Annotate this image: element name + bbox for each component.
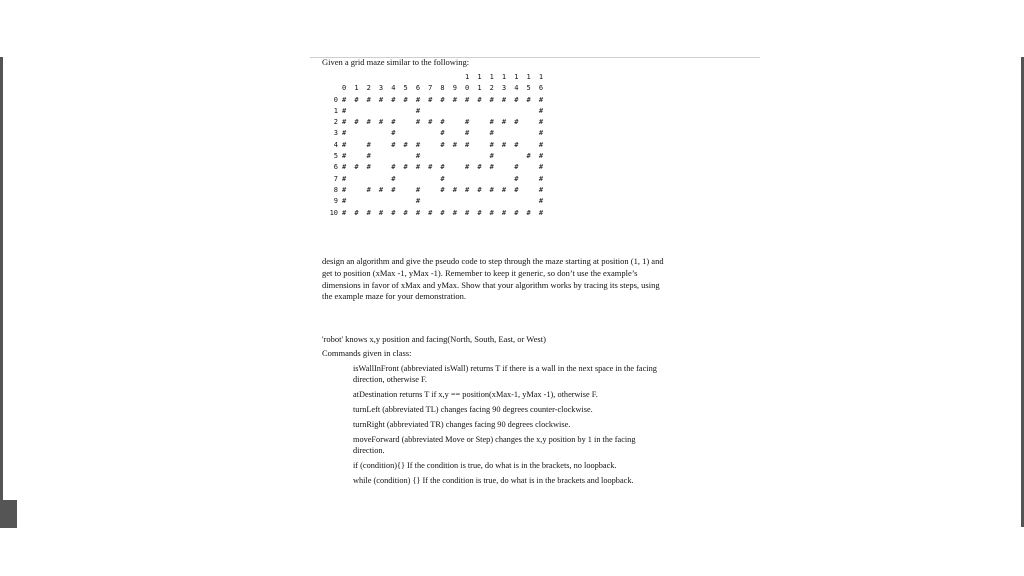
maze-cell: #	[415, 152, 421, 161]
maze-cell: #	[354, 208, 359, 217]
maze-cell: #	[403, 163, 408, 172]
maze-cell: #	[428, 163, 433, 172]
maze-cell: 2	[489, 84, 494, 93]
maze-cell: #	[342, 106, 347, 115]
maze-cell: 6	[415, 84, 421, 93]
maze-row-label: 7	[333, 174, 338, 183]
maze-cell: #	[538, 163, 544, 172]
maze-cell: #	[415, 208, 421, 217]
maze-cell: #	[452, 185, 457, 194]
maze-grid	[329, 72, 578, 219]
maze-row	[333, 128, 578, 139]
maze-cell: #	[489, 95, 494, 104]
maze-cell: #	[415, 106, 421, 115]
maze-cell: 1	[514, 73, 519, 81]
maze-cell: #	[403, 95, 408, 104]
maze-row-label: 10	[329, 208, 338, 217]
maze-cell: #	[538, 106, 544, 115]
maze-cell: #	[501, 140, 507, 149]
left-edge-tab	[0, 500, 17, 528]
maze-cell: #	[514, 185, 519, 194]
maze-row	[333, 106, 578, 117]
maze-cell: #	[366, 118, 371, 127]
maze-row	[333, 185, 578, 196]
document-body	[322, 57, 672, 69]
maze-cell: 5	[526, 84, 531, 93]
maze-cell: #	[378, 118, 384, 127]
maze-cell: #	[489, 152, 494, 161]
maze-cell: #	[440, 129, 445, 138]
maze-cell: #	[514, 174, 519, 183]
maze-cell: #	[342, 140, 347, 149]
maze-cell: #	[489, 163, 494, 172]
maze-cell: #	[489, 118, 494, 127]
maze-cell: #	[538, 118, 544, 127]
maze-cell: #	[538, 140, 544, 149]
maze-cell: 2	[366, 84, 371, 93]
maze-cell: #	[501, 95, 507, 104]
maze-row-label: 9	[333, 197, 338, 206]
maze-cell: #	[452, 95, 457, 104]
maze-cell: #	[342, 163, 347, 172]
maze-cell: #	[538, 95, 544, 104]
maze-cell: #	[489, 140, 494, 149]
maze-cell: #	[526, 95, 531, 104]
maze-cell: 1	[489, 73, 494, 81]
maze-cell: #	[391, 208, 396, 217]
maze-cell: #	[366, 208, 371, 217]
maze-cell: #	[428, 95, 433, 104]
maze-cell: #	[391, 129, 396, 138]
maze-cell: #	[514, 95, 519, 104]
maze-cell: #	[415, 185, 421, 194]
maze-cell: #	[501, 118, 507, 127]
maze-cell: #	[538, 129, 544, 138]
maze-cell: #	[403, 140, 408, 149]
robot-description: 'robot' knows x,y position and facing(North, South, East, or West)	[322, 334, 546, 344]
maze-cell: #	[342, 95, 347, 104]
maze-cell: 6	[538, 84, 544, 93]
maze-header-tens	[338, 72, 578, 83]
left-window-edge	[0, 57, 3, 527]
maze-cell: #	[538, 152, 544, 161]
command-item: while (condition) {} If the condition is true, do what is in the brackets and loopback.	[353, 475, 634, 485]
maze-row	[333, 140, 578, 151]
maze-cell: #	[415, 118, 421, 127]
maze-row	[333, 174, 578, 185]
maze-cell: #	[452, 208, 457, 217]
maze-cell: #	[538, 185, 544, 194]
maze-cell: 1	[354, 84, 359, 93]
maze-cell: #	[415, 95, 421, 104]
maze-cell: #	[403, 208, 408, 217]
maze-row-label: 4	[333, 140, 338, 149]
maze-cell: 9	[452, 84, 457, 93]
maze-cell: #	[440, 163, 445, 172]
task-paragraph: design an algorithm and give the pseudo code to step through the maze starting at position (1, 1) and get to position (xMax -1, yMax -1). Remember to keep it generic, so don’t use the example’s dimensions in favor of xMax and yMax. Show that your algorithm works by tracing its steps, using the example maze for your demonstration.	[322, 256, 664, 302]
maze-cell: #	[428, 208, 433, 217]
maze-row	[329, 208, 578, 219]
maze-cell: 3	[501, 84, 507, 93]
maze-cell: #	[465, 163, 470, 172]
maze-cell: #	[342, 129, 347, 138]
maze-cell: #	[378, 208, 384, 217]
maze-cell: #	[354, 163, 359, 172]
maze-cell: #	[440, 185, 445, 194]
maze-cell: #	[489, 208, 494, 217]
maze-cell: #	[366, 152, 371, 161]
maze-row-label: 3	[333, 129, 338, 138]
maze-cell: 0	[465, 84, 470, 93]
maze-cell: #	[415, 140, 421, 149]
maze-cell: #	[354, 95, 359, 104]
maze-cell: #	[366, 163, 371, 172]
maze-cell: #	[391, 185, 396, 194]
command-item: if (condition){} If the condition is true, do what is in the brackets, no loopback.	[353, 460, 617, 470]
maze-cell: #	[514, 118, 519, 127]
maze-cell: #	[477, 95, 482, 104]
maze-row-label: 1	[333, 106, 338, 115]
maze-cell: 4	[514, 84, 519, 93]
maze-cell: 5	[403, 84, 408, 93]
maze-cell: #	[391, 140, 396, 149]
maze-cell: 1	[465, 73, 470, 81]
maze-cell: #	[465, 118, 470, 127]
maze-cell: 0	[342, 84, 347, 93]
maze-cell: 4	[391, 84, 396, 93]
maze-cell: 7	[428, 84, 433, 93]
maze-cell: #	[465, 129, 470, 138]
command-item: moveForward (abbreviated Move or Step) changes the x,y position by 1 in the facing direction.	[353, 434, 636, 455]
command-item: turnRight (abbreviated TR) changes facing 90 degrees clockwise.	[353, 419, 571, 429]
maze-cell: #	[342, 185, 347, 194]
maze-cell: #	[514, 208, 519, 217]
maze-cell: #	[489, 129, 494, 138]
robot-section	[322, 334, 662, 359]
commands-list	[353, 364, 663, 490]
maze-cell: 1	[477, 73, 482, 81]
maze-cell: #	[342, 197, 347, 206]
maze-cell: #	[465, 95, 470, 104]
maze-cell: #	[465, 140, 470, 149]
maze-cell: #	[526, 152, 531, 161]
maze-cell: #	[501, 185, 507, 194]
maze-cell: 3	[378, 84, 384, 93]
maze-cell: #	[391, 95, 396, 104]
intro-text: Given a grid maze similar to the following:	[322, 57, 470, 67]
maze-header-ones	[338, 83, 578, 94]
maze-cell: #	[378, 95, 384, 104]
maze-cell: #	[538, 208, 544, 217]
maze-cell: 1	[501, 73, 507, 81]
maze-row-label: 8	[333, 185, 338, 194]
maze-row-label: 5	[333, 152, 338, 161]
maze-row	[333, 196, 578, 207]
maze-row	[333, 162, 578, 173]
maze-cell: 8	[440, 84, 445, 93]
maze-cell: #	[354, 118, 359, 127]
maze-cell: #	[477, 163, 482, 172]
maze-cell: #	[526, 208, 531, 217]
maze-cell: #	[514, 140, 519, 149]
maze-cell: #	[428, 118, 433, 127]
maze-cell: #	[391, 118, 396, 127]
maze-row-label: 2	[333, 118, 338, 127]
maze-cell: #	[342, 118, 347, 127]
maze-cell: #	[415, 197, 421, 206]
maze-row-label: 6	[333, 163, 338, 172]
maze-cell: #	[378, 185, 384, 194]
maze-cell: 1	[477, 84, 482, 93]
command-item: isWallInFront (abbreviated isWall) returns T if there is a wall in the next space in the facing direction, otherwise F.	[353, 364, 657, 384]
maze-cell: #	[366, 140, 371, 149]
maze-row	[333, 151, 578, 162]
maze-cell: #	[342, 152, 347, 161]
maze-cell: #	[538, 197, 544, 206]
commands-heading: Commands given in class:	[322, 347, 412, 358]
maze-cell: #	[415, 163, 421, 172]
maze-row-label: 0	[333, 95, 338, 104]
maze-cell: 1	[538, 73, 544, 81]
maze-cell: #	[452, 140, 457, 149]
maze-cell: #	[440, 174, 445, 183]
maze-cell: #	[391, 163, 396, 172]
maze-cell: #	[440, 140, 445, 149]
maze-cell: #	[366, 95, 371, 104]
maze-cell: #	[538, 174, 544, 183]
maze-cell: #	[342, 208, 347, 217]
maze-cell: #	[489, 185, 494, 194]
maze-cell: #	[477, 208, 482, 217]
maze-cell: #	[440, 118, 445, 127]
maze-cell: #	[440, 95, 445, 104]
maze-cell: #	[342, 174, 347, 183]
maze-cell: #	[465, 185, 470, 194]
command-item: atDestination returns T if x,y == position(xMax-1, yMax -1), otherwise F.	[353, 389, 598, 399]
command-item: turnLeft (abbreviated TL) changes facing 90 degrees counter-clockwise.	[353, 404, 593, 414]
maze-row	[333, 117, 578, 128]
maze-cell: #	[514, 163, 519, 172]
maze-cell: #	[391, 174, 396, 183]
maze-cell: #	[477, 185, 482, 194]
maze-cell: #	[440, 208, 445, 217]
maze-cell: #	[465, 208, 470, 217]
maze-cell: #	[366, 185, 371, 194]
maze-cell: #	[501, 208, 507, 217]
maze-cell: 1	[526, 73, 531, 81]
maze-row	[333, 95, 578, 106]
